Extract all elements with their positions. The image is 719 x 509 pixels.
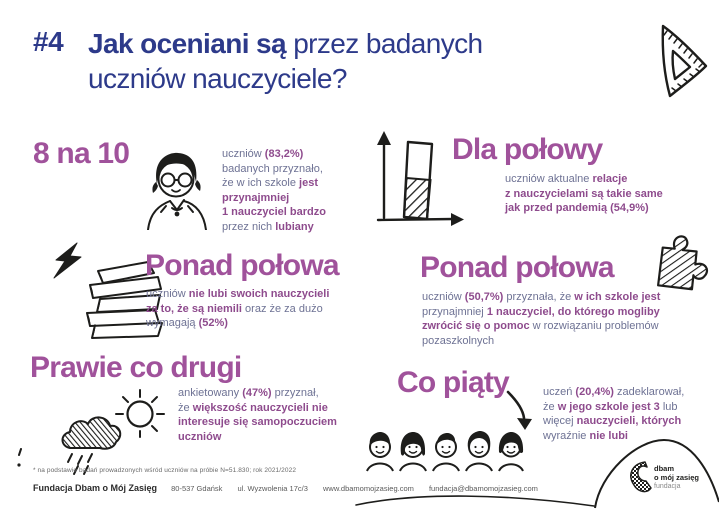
footer-website: www.dbamomojzasieg.com: [323, 484, 414, 493]
set-square-icon: [633, 19, 715, 109]
footer-address: ul. Wyzwolenia 17c/3: [237, 484, 308, 493]
sample-footnote: * na podstawie badań prowadzonych wśród uczniów na próbie N=51.830; rok 2021/2022: [33, 467, 297, 474]
footer-contact-line: [33, 483, 551, 493]
page-number: #4: [33, 26, 64, 57]
stat-heading-co-piaty: Co piąty: [397, 366, 509, 399]
logo-line1: dbam: [654, 464, 675, 473]
logo-line2: o mój zasięg: [654, 473, 700, 482]
pen-mark: [16, 448, 26, 470]
title-bold: Jak oceniani są: [88, 28, 287, 59]
page-title: [88, 26, 482, 96]
title-line2: uczniów nauczyciele?: [88, 63, 347, 94]
teacher-icon: [136, 146, 218, 230]
stat-body-ponad-polowa-1: uczniów nie lubi swoich nauczycieli za to, że są niemili oraz że za dużo wymagają (52%): [146, 288, 330, 329]
footer-email: fundacja@dbamomojzasieg.com: [428, 484, 538, 493]
title-rest: przez badanych: [286, 28, 483, 59]
logo-line3: fundacja: [654, 483, 681, 490]
foundation-logo-text: [654, 464, 699, 491]
rain-cloud-sun-icon: [56, 388, 174, 476]
stat-heading-ponad-polowa-1: Ponad połowa: [145, 249, 339, 282]
stat-body-co-piaty: uczeń (20,4%) zadeklarował, że w jego szkole jest 3 lub więcej nauczycieli, których wyraźnie nie lubi: [543, 386, 685, 442]
stat-body-prawie-co-drugi: ankietowany (47%) przyznał, że większość nauczycieli nie interesuje się samopoczuciem uczniów: [178, 387, 337, 443]
stat-heading-ponad-polowa-2: Ponad połowa: [420, 251, 614, 284]
stat-body-8-na-10: uczniów (83,2%) badanych przyznało, że w ich szkole jest przynajmniej 1 nauczyciel bardzo przez nich lubiany: [222, 148, 326, 233]
stat-body-ponad-polowa-2: uczniów (50,7%) przyznała, że w ich szkole jest przynajmniej 1 nauczyciel, do którego mogliby zwrócić się o pomoc w rozwiązaniu problemów pozaszkolnych: [422, 291, 661, 347]
foundation-logo-mark: [631, 462, 651, 492]
stat-heading-8-na-10: 8 na 10: [33, 137, 130, 170]
curved-arrow-icon: [504, 390, 534, 432]
foundation-name: Fundacja Dbam o Mój Zasięg: [33, 483, 158, 493]
stat-heading-dla-polowy: Dla połowy: [452, 133, 603, 166]
stat-heading-prawie-co-drugi: Prawie co drugi: [30, 351, 242, 384]
stat-body-dla-polowy: uczniów aktualne relacje z nauczycielami są takie same jak przed pandemią (54,9%): [505, 173, 663, 214]
footer-postcode: 80-537 Gdańsk: [171, 484, 223, 493]
